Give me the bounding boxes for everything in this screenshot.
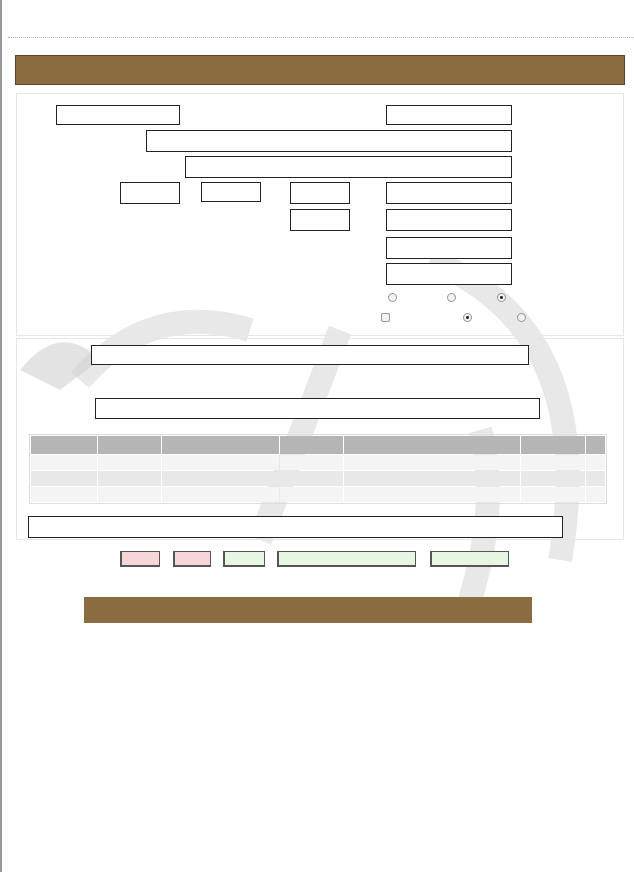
col-unit [280,436,344,454]
table-row [31,471,605,486]
time-remaining-field[interactable] [120,182,180,204]
province-field[interactable] [386,237,512,259]
buyer-org-field[interactable] [146,130,512,152]
category-goods-radio[interactable] [497,293,506,303]
cell-row [586,471,605,486]
cell-code [521,471,585,486]
category-service-radio[interactable] [447,293,456,303]
cell-unit [280,455,344,470]
col-code [521,436,585,454]
process-medium-radio[interactable] [463,313,472,323]
goods-table [29,434,607,504]
table-row [31,455,605,470]
city-field[interactable] [386,263,512,285]
respond-button[interactable] [430,551,509,567]
cell-group [162,455,279,470]
validity-date-field[interactable] [386,209,512,231]
cell-date [31,487,97,502]
table-row [31,487,605,502]
cell-qty [98,471,162,486]
table-header-row [31,436,605,454]
cell-unit [280,471,344,486]
cell-date [31,471,97,486]
cell-name [344,487,520,502]
cell-unit [280,487,344,502]
col-row [586,436,605,454]
buyer-notes-field[interactable] [28,516,563,538]
summary-field[interactable] [91,345,529,365]
page-left-border [0,0,2,872]
process-minor-radio[interactable] [517,313,526,323]
validity-time-field[interactable] [290,209,350,231]
col-date [31,436,97,454]
deadline-date-field[interactable] [386,182,512,204]
print-button[interactable] [223,551,265,567]
treasury-checkbox[interactable] [381,313,390,323]
cell-row [586,455,605,470]
announce-datetime-field[interactable] [56,105,180,125]
cell-date [31,455,97,470]
col-name [344,436,520,454]
cell-row [586,487,605,502]
cell-code [521,487,585,502]
cell-name [344,471,520,486]
back-button[interactable] [173,551,211,567]
top-dotted-divider [8,37,634,38]
need-number-field[interactable] [386,105,512,125]
buyer-contact-header [84,597,532,623]
deadline-time-field[interactable] [290,182,350,204]
creator-field[interactable] [185,156,512,178]
cell-qty [98,487,162,502]
category-goods-service-radio[interactable] [388,293,397,303]
view-attachments-button[interactable] [277,551,416,567]
exit-button[interactable] [120,551,160,567]
cell-group [162,471,279,486]
cell-code [521,455,585,470]
cell-name [344,455,520,470]
cell-group [162,487,279,502]
days-remaining-field[interactable] [201,182,261,202]
cell-qty [98,455,162,470]
need-details-header [15,55,625,85]
col-qty [98,436,162,454]
col-group [162,436,279,454]
goods-group-field[interactable] [95,398,540,419]
